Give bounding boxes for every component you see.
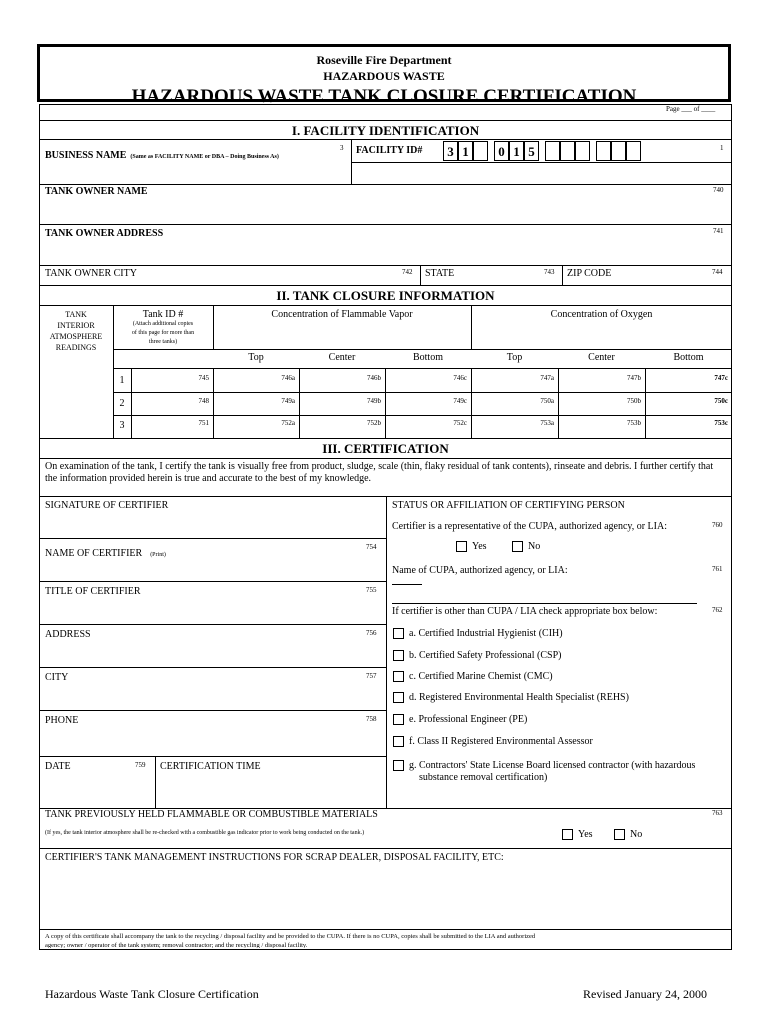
facility-id-digit[interactable]	[473, 141, 488, 161]
status-affiliation-label: STATUS OR AFFILIATION OF CERTIFYING PERSON	[392, 500, 625, 511]
col-flammable-center: Center	[328, 352, 356, 363]
footer-revision-date: Revised January 24, 2000	[583, 987, 707, 1001]
reading-cell[interactable]: 752a	[281, 419, 295, 427]
option-cih-checkbox[interactable]: a. Certified Industrial Hygienist (CIH)	[393, 628, 563, 639]
form-title: HAZARDOUS WASTE TANK CLOSURE CERTIFICATION	[131, 86, 637, 107]
zip-field[interactable]: ZIP CODE	[567, 268, 612, 279]
facility-id-digit[interactable]: 5	[524, 141, 539, 161]
certifier-city-num: 757	[366, 672, 377, 680]
certifier-phone-num: 758	[366, 715, 377, 723]
facility-id-digit[interactable]: 1	[458, 141, 473, 161]
reading-cell[interactable]: 747c	[714, 374, 728, 382]
tank-id-cell[interactable]: 745	[198, 374, 209, 382]
col-flammable-bottom: Bottom	[412, 352, 443, 363]
reading-cell[interactable]: 750c	[714, 397, 728, 405]
business-name-field[interactable]: BUSINESS NAME (Same as FACILITY NAME or DBA – Doing Business As)	[45, 150, 279, 161]
certifier-name-field[interactable]: NAME OF CERTIFIER (Print)	[45, 548, 166, 559]
atmosphere-readings-label: TANK INTERIOR ATMOSPHERE READINGS	[49, 310, 103, 352]
facility-id-label: FACILITY ID#	[356, 145, 423, 156]
certification-time-field[interactable]: CERTIFICATION TIME	[160, 761, 261, 772]
copy-distribution-note: A copy of this certificate shall accompany the tank to the recycling / disposal facility and be provided to the CUPA. If there is no CUPA, copies shall be submitted to the LIA and authorized agency; owner / operator of the tank system; removal contractor; and the recycling / disposal facility.	[45, 933, 536, 948]
business-name-num: 3	[340, 144, 344, 152]
col-oxygen-center: Center	[588, 352, 615, 363]
form-subtitle: HAZARDOUS WASTE	[323, 69, 445, 83]
flammable-materials-label: TANK PREVIOUSLY HELD FLAMMABLE OR COMBUSTIBLE MATERIALS	[45, 809, 378, 820]
certifier-title-field[interactable]: TITLE OF CERTIFIER	[45, 586, 141, 597]
owner-city-field[interactable]: TANK OWNER CITY	[45, 268, 137, 279]
col-flammable-top: Top	[248, 352, 264, 363]
facility-id-digit[interactable]	[596, 141, 611, 161]
facility-id-digit[interactable]: 3	[443, 141, 458, 161]
facility-id-digit[interactable]: 0	[494, 141, 509, 161]
reading-cell[interactable]: 753a	[540, 419, 554, 427]
tank-id-header: Tank ID # (Attach additional copies of this page for more than three tanks)	[131, 309, 195, 345]
certification-date-field[interactable]: DATE	[45, 761, 71, 772]
certifier-name-num: 754	[366, 543, 377, 551]
reading-cell[interactable]: 750a	[540, 397, 554, 405]
certifier-address-num: 756	[366, 629, 377, 637]
facility-id-digit[interactable]: 1	[509, 141, 524, 161]
state-num: 743	[544, 268, 555, 276]
facility-id-digit[interactable]	[575, 141, 590, 161]
reading-cell[interactable]: 749c	[453, 397, 467, 405]
reading-cell[interactable]: 750b	[627, 397, 641, 405]
option-rea-checkbox[interactable]: f. Class II Registered Environmental Assessor	[393, 736, 593, 747]
page-number: Page ___ of ____	[666, 105, 716, 113]
flammable-materials-num: 763	[712, 809, 723, 817]
col-oxygen-bottom: Bottom	[673, 352, 704, 363]
cupa-name-num: 761	[712, 565, 723, 573]
option-cslb-checkbox[interactable]: g. Contractors' State License Board licensed contractor (with hazardous substance removal certification)	[393, 760, 695, 784]
management-instructions-field[interactable]: CERTIFIER'S TANK MANAGEMENT INSTRUCTIONS FOR SCRAP DEALER, DISPOSAL FACILITY, ETC:	[45, 852, 504, 863]
owner-name-num: 740	[713, 186, 724, 194]
table-row-number: 1	[119, 375, 125, 386]
table-row-number: 2	[119, 398, 125, 409]
owner-name-field[interactable]: TANK OWNER NAME	[45, 186, 148, 197]
option-cmc-checkbox[interactable]: c. Certified Marine Chemist (CMC)	[393, 671, 553, 682]
flammable-materials-note: (If yes, the tank interior atmosphere shall be re-checked with a combustible gas indicator prior to work being conducted on the tank.)	[45, 830, 365, 836]
owner-address-num: 741	[713, 227, 724, 235]
cupa-no-checkbox[interactable]: No	[512, 541, 540, 552]
flammable-vapor-header: Concentration of Flammable Vapor	[271, 309, 413, 320]
footer-form-name: Hazardous Waste Tank Closure Certification	[45, 987, 259, 1001]
reading-cell[interactable]: 747b	[627, 374, 641, 382]
reading-cell[interactable]: 747a	[540, 374, 554, 382]
certification-statement: On examination of the tank, I certify the tank is visually free from product, sludge, scale (thin, flaky residual of tank contents), rinseate and debris. I further certify that the information provided herein is true and accurate to the best of my knowledge.	[45, 461, 714, 484]
owner-city-num: 742	[402, 268, 413, 276]
reading-cell[interactable]: 753b	[627, 419, 641, 427]
cupa-question: Certifier is a representative of the CUPA, authorized agency, or LIA:	[392, 521, 667, 532]
facility-id-digit[interactable]	[611, 141, 626, 161]
flammable-no-checkbox[interactable]: No	[614, 829, 642, 840]
reading-cell[interactable]: 746b	[367, 374, 381, 382]
col-oxygen-top: Top	[506, 352, 523, 363]
certifier-address-field[interactable]: ADDRESS	[45, 629, 91, 640]
reading-cell[interactable]: 752c	[453, 419, 467, 427]
tank-id-cell[interactable]: 751	[198, 419, 209, 427]
reading-cell[interactable]: 749b	[367, 397, 381, 405]
table-row-number: 3	[119, 420, 125, 431]
reading-cell[interactable]: 749a	[281, 397, 295, 405]
certifier-city-field[interactable]: CITY	[45, 672, 69, 683]
other-certifier-num: 762	[712, 606, 723, 614]
certifier-phone-field[interactable]: PHONE	[45, 715, 79, 726]
facility-id-digit[interactable]	[626, 141, 641, 161]
signature-field[interactable]: SIGNATURE OF CERTIFIER	[45, 500, 169, 511]
department-name: Roseville Fire Department	[316, 53, 452, 67]
certifier-title-num: 755	[366, 586, 377, 594]
option-rehs-checkbox[interactable]: d. Registered Environmental Health Specialist (REHS)	[393, 692, 629, 703]
form-header	[37, 44, 731, 107]
certification-date-num: 759	[135, 761, 146, 769]
facility-id-digit[interactable]	[545, 141, 560, 161]
cupa-yes-checkbox[interactable]: Yes	[456, 541, 487, 552]
other-certifier-label: If certifier is other than CUPA / LIA check appropriate box below:	[392, 606, 658, 617]
option-pe-checkbox[interactable]: e. Professional Engineer (PE)	[393, 714, 527, 725]
reading-cell[interactable]: 753c	[714, 419, 728, 427]
state-field[interactable]: STATE	[425, 268, 455, 279]
section-certification-heading: III. CERTIFICATION	[322, 441, 449, 456]
facility-id-num: 1	[720, 144, 724, 152]
reading-cell[interactable]: 746a	[281, 374, 295, 382]
reading-cell[interactable]: 746c	[453, 374, 467, 382]
option-csp-checkbox[interactable]: b. Certified Safety Professional (CSP)	[393, 650, 561, 661]
cupa-name-field[interactable]: Name of CUPA, authorized agency, or LIA:	[392, 565, 568, 576]
facility-id-digit[interactable]	[560, 141, 575, 161]
flammable-yes-checkbox[interactable]: Yes	[562, 829, 593, 840]
section-facility-heading: I. FACILITY IDENTIFICATION	[291, 123, 480, 138]
zip-num: 744	[712, 268, 723, 276]
reading-cell[interactable]: 752b	[367, 419, 381, 427]
oxygen-header: Concentration of Oxygen	[550, 309, 653, 320]
tank-id-cell[interactable]: 748	[198, 397, 209, 405]
section-closure-heading: II. TANK CLOSURE INFORMATION	[276, 288, 495, 303]
owner-address-field[interactable]: TANK OWNER ADDRESS	[45, 228, 164, 239]
cupa-question-num: 760	[712, 521, 723, 529]
